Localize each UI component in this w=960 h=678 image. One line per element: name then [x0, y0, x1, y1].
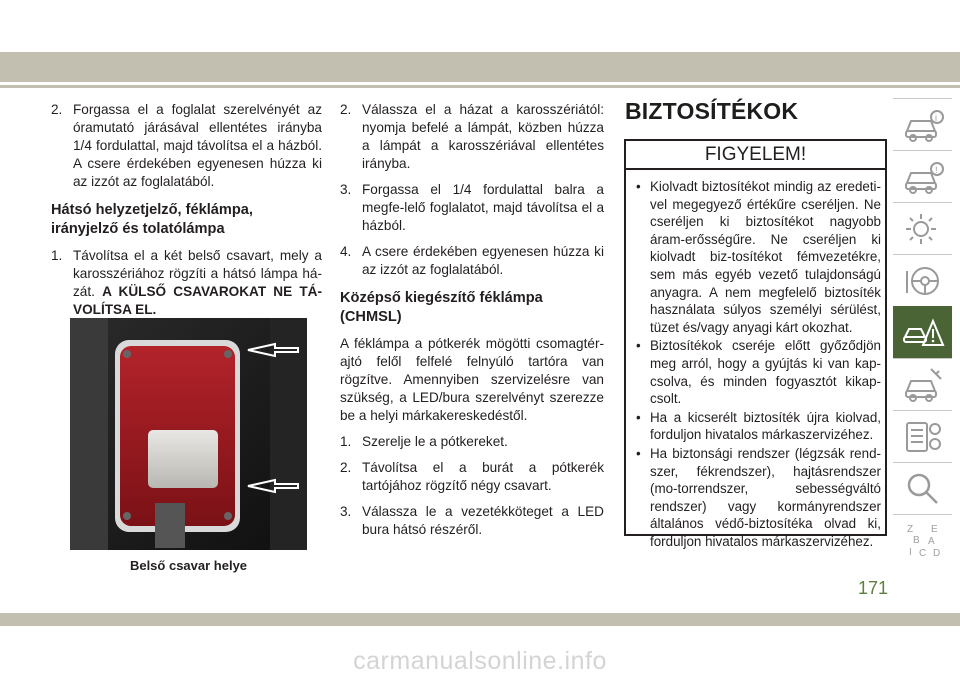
step-item: [340, 101, 604, 173]
page-number: 171: [858, 578, 889, 598]
bullet-mark: •: [636, 338, 641, 354]
step-number: 1.: [51, 248, 63, 263]
tab-service[interactable]: [893, 358, 952, 411]
step-text: Válassza el a házat a karosszériától: nyomja befelé a lámpát, közben húzza a lámpát a karosszériával ellentétes irányba.: [362, 102, 604, 171]
svg-text:i: i: [934, 113, 937, 123]
step-text: Válassza le a vezetékköteget a LED bura hátsó részéről.: [362, 504, 604, 537]
tab-search[interactable]: [893, 462, 952, 515]
step-number: 2.: [51, 102, 63, 117]
index-letters-icon: [901, 521, 945, 561]
bullet-text: Ha a kicserélt biztosíték újra kiolvad, forduljon hivatalos márkaszervizéhez.: [650, 409, 881, 443]
step-item: [340, 459, 604, 495]
step-item: [340, 433, 604, 451]
steering-wheel-icon: [901, 261, 945, 301]
column-left: [51, 101, 322, 327]
step-number: 2.: [340, 102, 352, 117]
paragraph: A féklámpa a pótkerék mögötti csomagtér-ajtó felől felfelé felnyúló tartóra van rögzítve. Amennyiben szervizelésre van szükség, a LED/bura szerelvényt szerezze be a helyi márkakereskedéstől.: [340, 336, 604, 423]
index-letter: B: [912, 535, 920, 546]
section-heading: Hátsó helyzetjelző, féklámpa, irányjelző és tolatólámpa: [51, 202, 253, 237]
bullet-text: Ha biztonsági rendszer (légzsák rend-szer, fékrendszer), hajtásrendszer (mo-torrendszer, sebességváltó rendszer) vagy kormányrendszer általános védő-biztosítéka olvad ki, forduljon hivatalos márkaszervizéhez.: [650, 445, 881, 549]
index-letter: Z: [906, 524, 913, 535]
warning-title: FIGYELEM!: [626, 141, 885, 170]
page-title: BIZTOSÍTÉKOK: [625, 98, 799, 124]
step-text: Forgassa el 1/4 fordulattal balra a megfe-lelő foglalatot, majd távolítsa el a házból.: [362, 182, 604, 233]
step-item: [340, 181, 604, 235]
step-item: [51, 101, 322, 191]
step-item: [51, 247, 322, 319]
search-icon: [901, 469, 945, 509]
road-hazard-icon: [901, 313, 945, 353]
step-text: Forgassa el a foglalat szerelvényét az óramutató járásával ellentétes irányba 1/4 fordulattal, majd távolítsa el a házból. A csere érdekében egyenesen húzza ki az izzót az foglalatából.: [73, 102, 322, 189]
step-text: A csere érdekében egyenesen húzza ki az izzót az foglalatából.: [362, 244, 604, 277]
tab-lights[interactable]: [893, 202, 952, 255]
index-letter: A: [927, 536, 935, 547]
bullet-mark: •: [636, 409, 641, 425]
watermark: carmanualsonline.info: [353, 647, 607, 675]
bullet-text: Biztosítékok cseréje előtt győződjön meg arról, hogy a gyújtás ki van kap-csolva, és minden fogyasztót kikap-csolt.: [650, 338, 881, 407]
bullet-mark: •: [636, 445, 641, 461]
svg-text:!: !: [934, 165, 938, 175]
warning-bullet: [634, 445, 881, 551]
warning-box: [624, 139, 887, 549]
step-number: 2.: [340, 460, 352, 475]
tab-road-hazard[interactable]: [893, 306, 952, 359]
step-item: [340, 503, 604, 539]
step-number: 3.: [340, 182, 352, 197]
index-letter: I: [908, 547, 912, 558]
step-text: Szerelje le a pótkereket.: [362, 434, 508, 449]
tab-index[interactable]: [893, 514, 952, 567]
index-letter: D: [932, 548, 940, 559]
specifications-icon: [901, 417, 945, 457]
bullet-text: Kiolvadt biztosítékot mindig az eredeti-vel megegyező értékűre cseréljen. Ne cseréljen ki biztosítékot nagyobb áram-erősségűre. Ne cseréljen ki kiolvadt biz-tosítékot fémvezetékre, sem más egyéb vezető tulajdonságú anyagra. A nem megfelelő biztosíték használata súlyos személyi sérülést, tüzet és/vagy anyagi kárt okozhat.: [650, 179, 881, 335]
step-number: 1.: [340, 434, 352, 449]
step-caps-warning: A KÜLSŐ CSAVAROKAT NE TÁ-VOLÍTSA EL.: [73, 284, 322, 317]
lights-icon: [901, 209, 945, 249]
tab-steering[interactable]: [893, 254, 952, 307]
car-service-icon: [901, 365, 945, 405]
step-text: Távolítsa el a két belső csavart, mely a karosszériához rögzíti a hátsó lámpa há-zát.: [73, 248, 322, 299]
car-warning-icon: [901, 157, 945, 197]
photo-caption: Belső csavar helye: [129, 558, 248, 573]
step-text: Távolítsa el a burát a pótkerék tartójához rögzítő négy csavart.: [362, 460, 604, 493]
section-heading: Középső kiegészítő féklámpa (CHMSL): [340, 290, 543, 325]
warning-body: [634, 178, 881, 551]
tab-specifications[interactable]: [893, 410, 952, 463]
column-middle: [340, 101, 604, 547]
warning-bullet: [634, 409, 881, 444]
header-band: [0, 52, 960, 82]
step-number: 3.: [340, 504, 352, 519]
index-letter: C: [918, 548, 926, 559]
footer-band: [0, 613, 960, 626]
step-number: 4.: [340, 244, 352, 259]
tab-car-warning[interactable]: [893, 150, 952, 203]
warning-bullet: [634, 337, 881, 407]
tail-lamp-photo: [70, 318, 307, 550]
header-rule: [0, 85, 960, 88]
bullet-mark: •: [636, 179, 641, 194]
index-letter: E: [930, 524, 938, 535]
step-item: [340, 243, 604, 279]
car-info-icon: [901, 105, 945, 145]
warning-bullet: [634, 178, 881, 336]
tab-car-info[interactable]: [893, 98, 952, 151]
